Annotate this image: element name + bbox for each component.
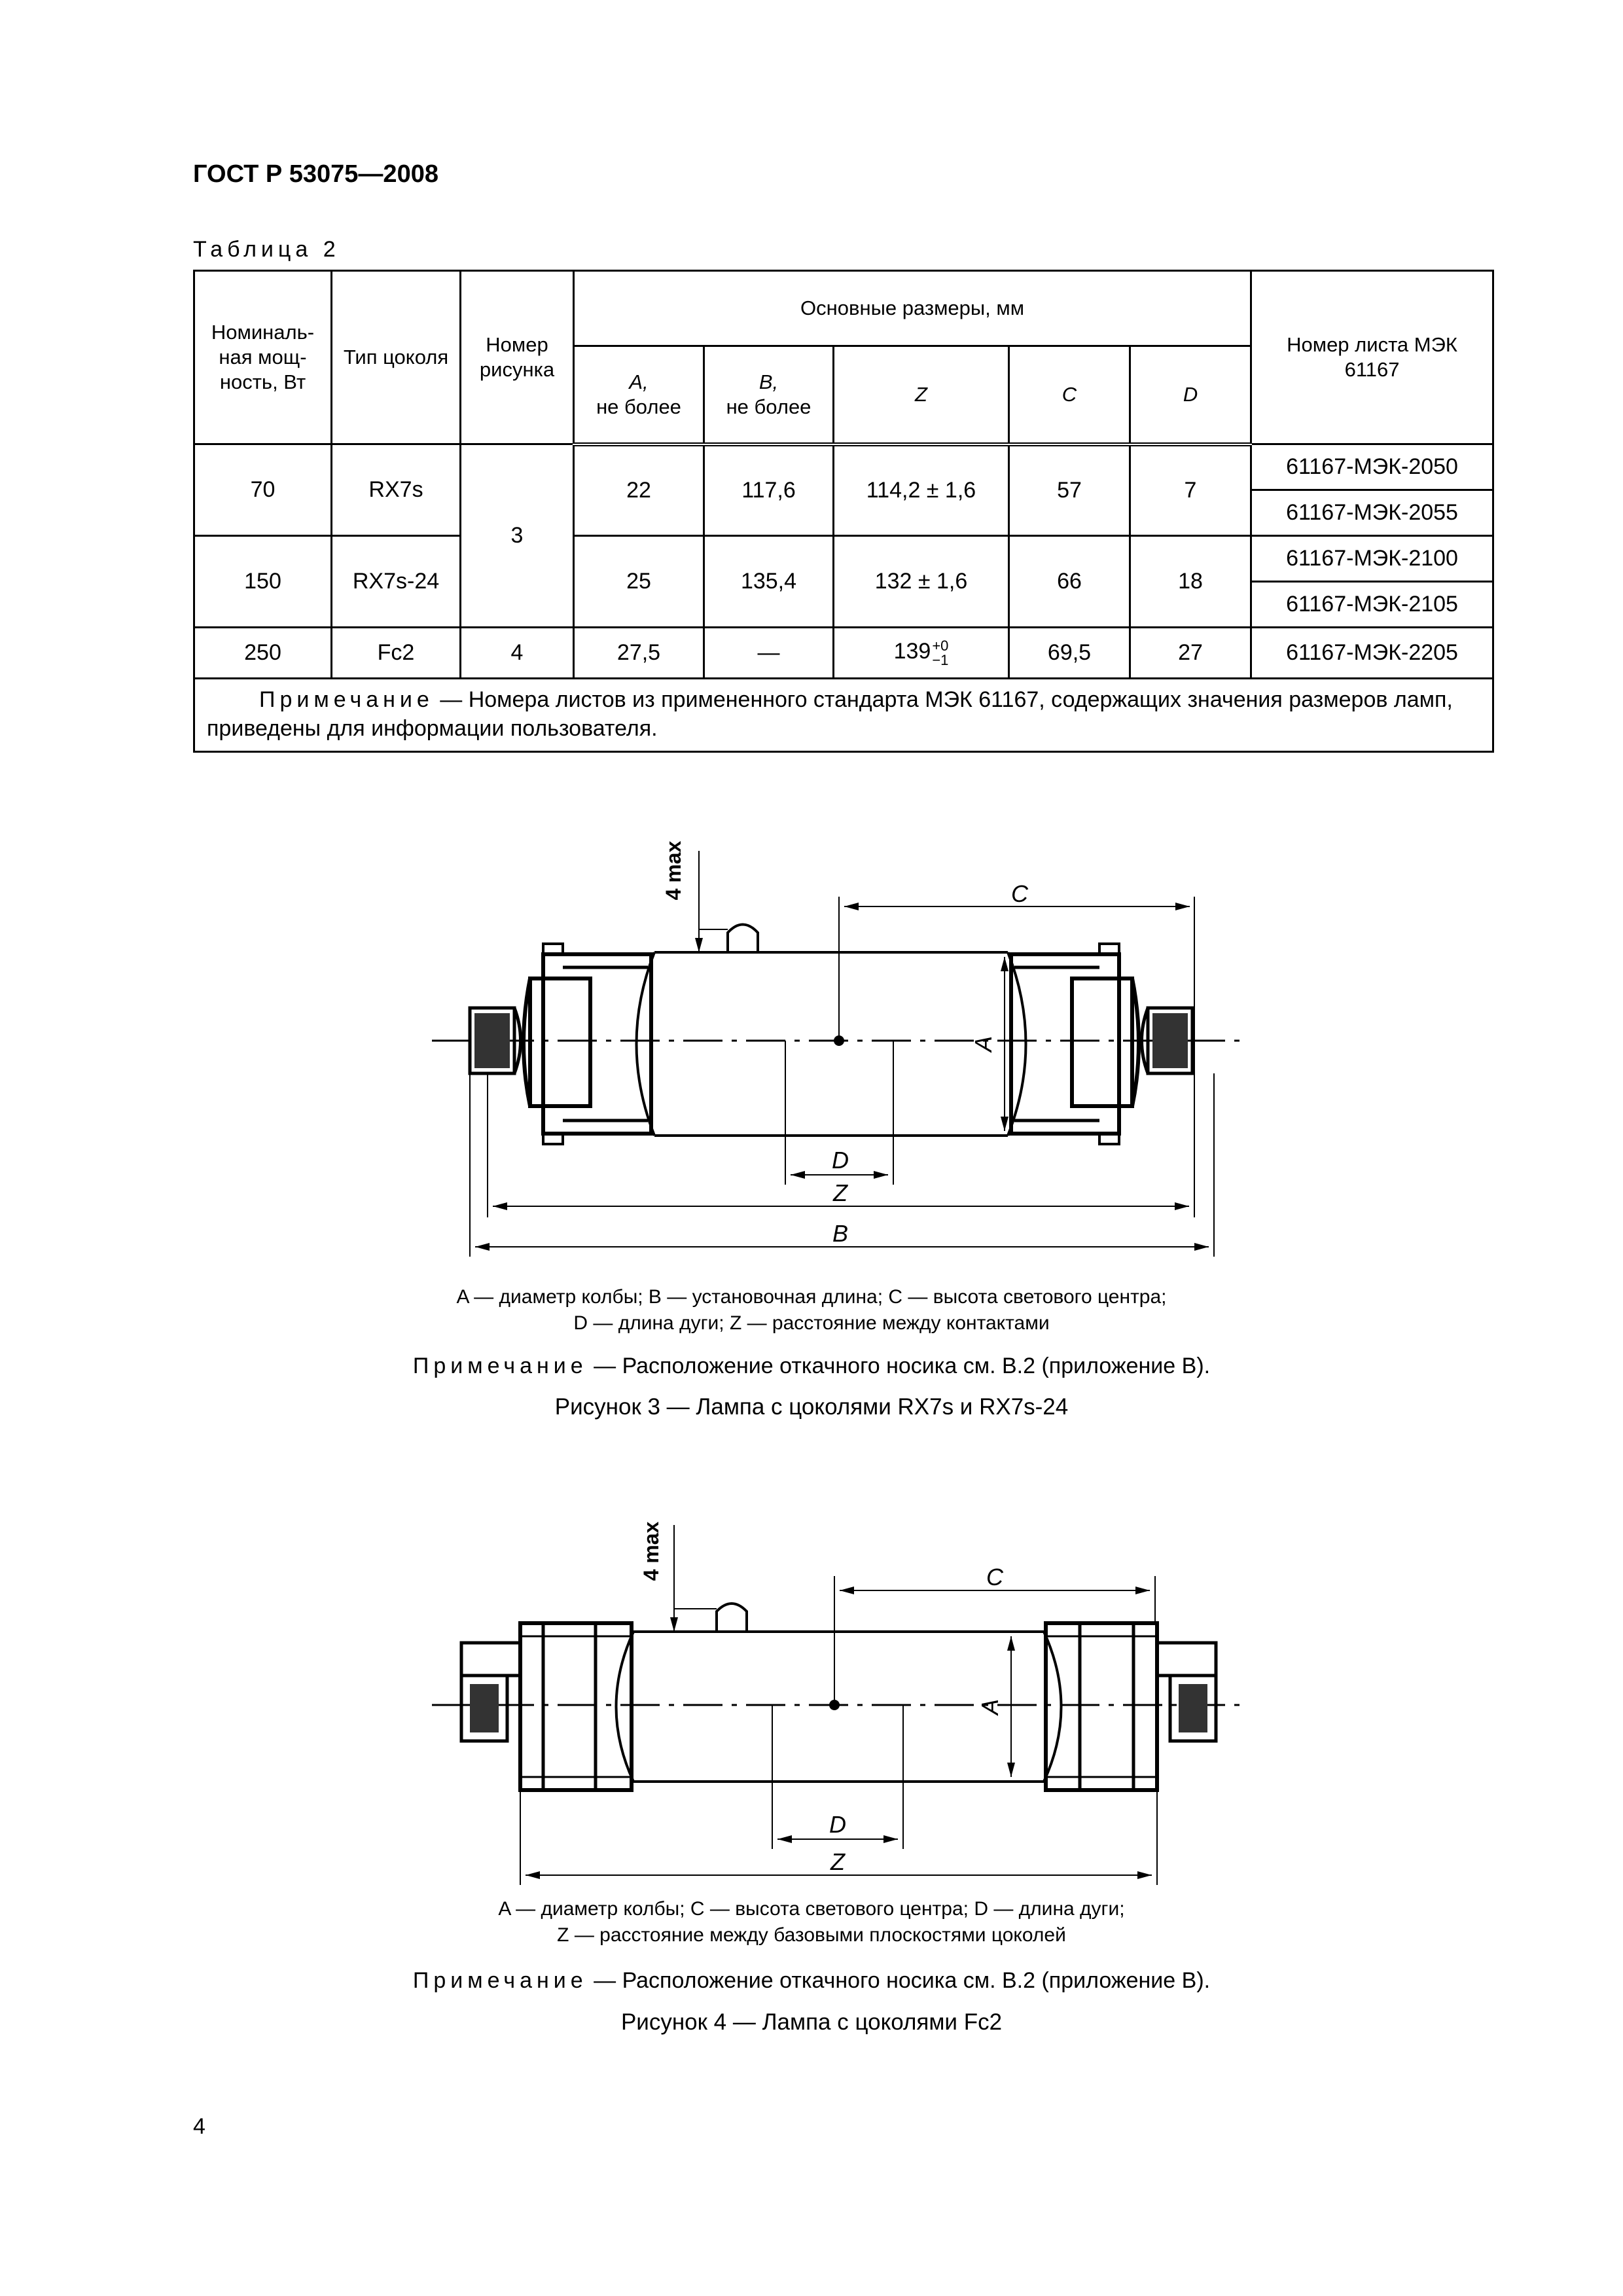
cell-sheet: 61167-МЭК-2055 xyxy=(1251,490,1493,536)
cell-sheet: 61167-МЭК-2205 xyxy=(1251,628,1493,679)
header-a xyxy=(574,346,704,444)
cell-c: 69,5 xyxy=(1009,628,1130,679)
fig4-label-4max: 4 max xyxy=(639,1521,663,1581)
cell-z-upper-tolerance: +0 xyxy=(932,637,949,654)
fig4-label-d: D xyxy=(829,1811,846,1838)
figure-4-legend-line1: A — диаметр колбы; C — высота светового центра; D — длина дуги; xyxy=(498,1898,1125,1920)
cell-power: 250 xyxy=(194,628,332,679)
table-note-label: Примечание xyxy=(259,687,434,712)
header-figure-number: Номер рисунка xyxy=(461,271,574,444)
figure-3-title: Рисунок 3 — Лампа с цоколями RX7s и RX7s-24 xyxy=(554,1394,1069,1420)
cell-base: Fc2 xyxy=(332,628,461,679)
figure-4-note-label: Примечание xyxy=(412,1968,588,1993)
header-c: С xyxy=(1009,346,1130,444)
header-b-label: В, xyxy=(758,370,779,393)
fig4-label-a: A xyxy=(976,1698,1003,1715)
header-main-dimensions: Основные размеры, мм xyxy=(574,271,1251,346)
cell-z-lower-tolerance: −1 xyxy=(932,651,949,668)
cell-a: 22 xyxy=(574,444,704,536)
cell-sheet: 61167-МЭК-2050 xyxy=(1251,444,1493,490)
figure-4-note-text: — Расположение откачного носика см. В.2 (приложение В). xyxy=(587,1968,1211,1993)
header-b-sub: не более xyxy=(726,395,812,418)
figure-4-note xyxy=(0,1968,1623,1994)
fig3-label-4max: 4 max xyxy=(662,840,685,901)
table-note-row xyxy=(194,679,1493,752)
cell-sheet: 61167-МЭК-2100 xyxy=(1251,536,1493,582)
cell-z: 132 ± 1,6 xyxy=(834,536,1009,628)
cell-c: 66 xyxy=(1009,536,1130,628)
header-b xyxy=(704,346,834,444)
figure-4-title: Рисунок 4 — Лампа с цоколями Fc2 xyxy=(620,2009,1003,2035)
header-d: D xyxy=(1130,346,1251,444)
cell-a: 25 xyxy=(574,536,704,628)
table-note xyxy=(194,679,1493,752)
header-a-sub: не более xyxy=(596,395,681,418)
cell-a: 27,5 xyxy=(574,628,704,679)
cell-figure: 4 xyxy=(461,628,574,679)
figure-3-note-text: — Расположение откачного носика см. В.2 (приложение В). xyxy=(587,1354,1211,1378)
header-z: Z xyxy=(834,346,1009,444)
table-row xyxy=(194,444,1493,490)
cell-base: RX7s-24 xyxy=(332,536,461,628)
cell-sheet: 61167-МЭК-2105 xyxy=(1251,582,1493,628)
cell-d: 7 xyxy=(1130,444,1251,536)
figure-3-legend-line1: A — диаметр колбы; B — установочная длина; C — высота светового центра; xyxy=(456,1286,1167,1308)
header-base-type: Тип цоколя xyxy=(332,271,461,444)
header-a-label: А, xyxy=(629,370,649,393)
cell-z xyxy=(834,628,1009,679)
header-sheet-number: Номер листа МЭК 61167 xyxy=(1251,271,1493,444)
cell-b: — xyxy=(704,628,834,679)
figure-4-legend-line2: Z — расстояние между базовыми плоскостями цоколей xyxy=(557,1924,1066,1946)
table-row xyxy=(194,628,1493,679)
cell-power: 150 xyxy=(194,536,332,628)
fig4-label-z: Z xyxy=(830,1848,845,1875)
document-header: ГОСТ Р 53075—2008 xyxy=(193,160,438,188)
fig3-label-a: A xyxy=(970,1035,997,1052)
fig3-label-b: B xyxy=(832,1220,849,1247)
cell-d: 18 xyxy=(1130,536,1251,628)
fig3-label-c: C xyxy=(1011,880,1028,907)
cell-d: 27 xyxy=(1130,628,1251,679)
fig4-label-c: C xyxy=(986,1564,1003,1590)
figure-3-drawing xyxy=(0,818,1623,1276)
figure-3-note-label: Примечание xyxy=(412,1354,588,1378)
figure-3-note xyxy=(0,1354,1623,1379)
table-note-text: — Номера листов из примененного стандарта МЭК 61167, содержащих значения размеров ламп, приведены для информации пользователя. xyxy=(207,687,1453,741)
table-caption: Таблица 2 xyxy=(193,237,340,262)
page-number: 4 xyxy=(193,2114,205,2139)
cell-z-base: 139 xyxy=(893,639,931,664)
cell-z: 114,2 ± 1,6 xyxy=(834,444,1009,536)
cell-base: RX7s xyxy=(332,444,461,536)
cell-b: 135,4 xyxy=(704,536,834,628)
cell-figure: 3 xyxy=(461,444,574,628)
figure-3-legend-line2: D — длина дуги; Z — расстояние между контактами xyxy=(573,1312,1050,1334)
table-row xyxy=(194,536,1493,582)
cell-c: 57 xyxy=(1009,444,1130,536)
figure-4-drawing xyxy=(0,1499,1623,1892)
fig3-label-z: Z xyxy=(833,1179,847,1206)
specification-table xyxy=(193,270,1494,753)
cell-b: 117,6 xyxy=(704,444,834,536)
cell-power: 70 xyxy=(194,444,332,536)
fig3-label-d: D xyxy=(832,1147,849,1174)
header-power: Номиналь-ная мощ-ность, Вт xyxy=(194,271,332,444)
